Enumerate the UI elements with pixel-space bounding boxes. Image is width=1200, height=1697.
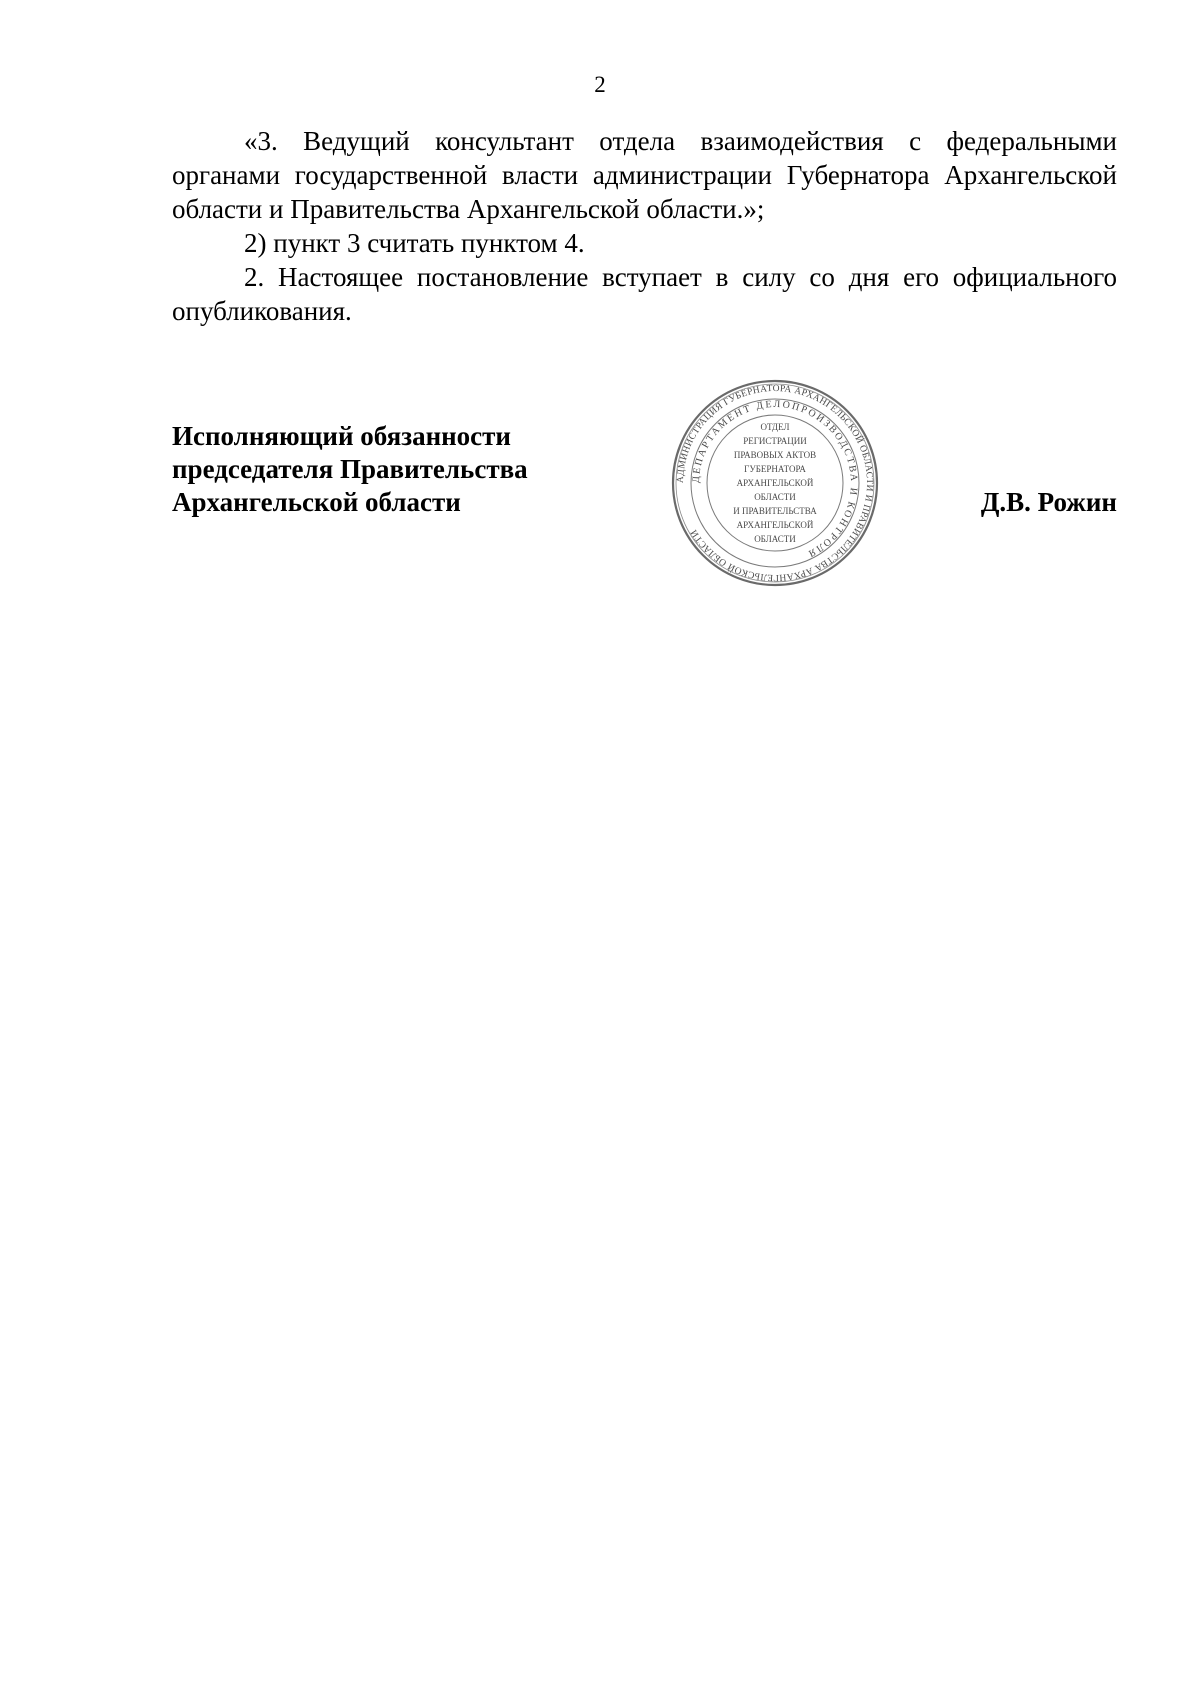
official-seal-stamp — [670, 378, 880, 588]
document-body — [172, 124, 1117, 328]
stamp-center-line: ПРАВОВЫХ АКТОВ — [733, 450, 817, 460]
paragraph-entry-into-force: 2. Настоящее постановление вступает в силу со дня его официального опубликования. — [172, 262, 1117, 326]
signatory-title-line: Архангельской области — [172, 487, 461, 517]
paragraph-renumbering: 2) пункт 3 считать пунктом 4. — [244, 228, 585, 258]
stamp-center-line: АРХАНГЕЛЬСКОЙ — [736, 478, 814, 488]
signatory-name: Д.В. Рожин — [980, 487, 1117, 517]
stamp-inner-ring-text: ДЕПАРТАМЕНТ ДЕЛОПРОИЗВОДСТВА И КОНТРОЛЯ — [690, 398, 860, 560]
stamp-outer-ring-text: АДМИНИСТРАЦИЯ ГУБЕРНАТОРА АРХАНГЕЛЬСКОЙ ОБЛАСТИ И ПРАВИТЕЛЬСТВА АРХАНГЕЛЬСКОЙ ОБЛАСТИ — [675, 383, 875, 583]
stamp-center-line: АРХАНГЕЛЬСКОЙ — [736, 520, 814, 530]
paragraph-amendment-item-3: «3. Ведущий консультант отдела взаимодействия с федеральными органами государственной власти администрации Губернатора Архангельской области и Правительства Архангельской области.»; — [172, 126, 1117, 224]
page-number: 2 — [594, 72, 606, 97]
signatory-title-line: председателя Правительства — [172, 454, 528, 484]
stamp-center-line: РЕГИСТРАЦИИ — [743, 436, 807, 446]
signatory-title-line: Исполняющий обязанности — [172, 421, 511, 451]
stamp-center-line: ОТДЕЛ — [760, 422, 790, 432]
stamp-center-line: ГУБЕРНАТОРА — [744, 464, 806, 474]
stamp-center-line: ОБЛАСТИ — [754, 492, 796, 502]
stamp-center-line: И ПРАВИТЕЛЬСТВА — [733, 506, 817, 516]
stamp-center-line: ОБЛАСТИ — [754, 534, 796, 544]
